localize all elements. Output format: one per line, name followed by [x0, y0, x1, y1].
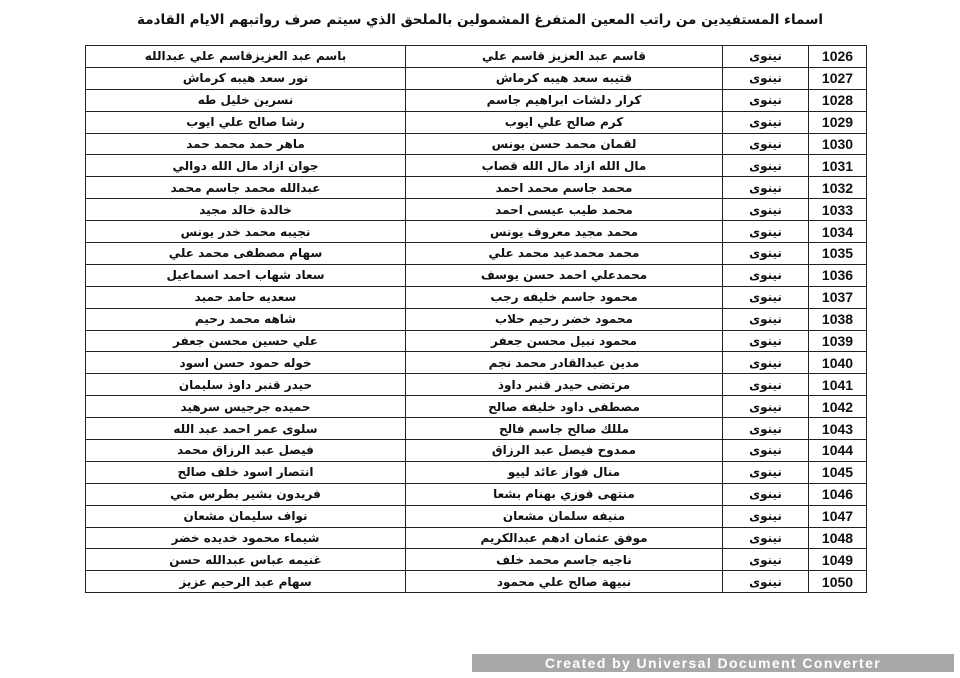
serial-number-cell: 1041 — [809, 374, 867, 396]
region-cell: نينوى — [723, 483, 809, 505]
serial-number-cell: 1042 — [809, 396, 867, 418]
serial-number-cell: 1028 — [809, 89, 867, 111]
region-cell: نينوى — [723, 243, 809, 265]
serial-number-cell: 1045 — [809, 461, 867, 483]
beneficiary-name-cell: محمود خضر رحيم حلاب — [406, 308, 723, 330]
region-cell: نينوى — [723, 221, 809, 243]
serial-number-cell: 1043 — [809, 418, 867, 440]
beneficiary-name-cell: مدين عبدالقادر محمد نجم — [406, 352, 723, 374]
beneficiary-name-cell: منتهى فوزي بهنام بشعا — [406, 483, 723, 505]
beneficiary-name-cell: محمد مجيد معروف يونس — [406, 221, 723, 243]
table-row — [86, 46, 867, 68]
recipient-name-cell: غنيمه عباس عبدالله حسن — [86, 549, 406, 571]
region-cell: نينوى — [723, 133, 809, 155]
beneficiary-name-cell: قتيبه سعد هيبه كرماش — [406, 67, 723, 89]
recipient-name-cell: باسم عبد العزيزقاسم علي عبدالله — [86, 46, 406, 68]
table-row — [86, 440, 867, 462]
recipient-name-cell: علي حسين محسن جعفر — [86, 330, 406, 352]
serial-number-cell: 1040 — [809, 352, 867, 374]
beneficiary-name-cell: كرم صالح علي ايوب — [406, 111, 723, 133]
region-cell: نينوى — [723, 286, 809, 308]
beneficiary-name-cell: مللك صالح جاسم فالح — [406, 418, 723, 440]
region-cell: نينوى — [723, 264, 809, 286]
beneficiary-name-cell: محمدعلي احمد حسن يوسف — [406, 264, 723, 286]
beneficiary-name-cell: ناجيه جاسم محمد خلف — [406, 549, 723, 571]
recipient-name-cell: سهام مصطفى محمد علي — [86, 243, 406, 265]
table-row — [86, 177, 867, 199]
recipient-name-cell: جوان ازاد مال الله دوالي — [86, 155, 406, 177]
region-cell: نينوى — [723, 46, 809, 68]
beneficiary-name-cell: محمد جاسم محمد احمد — [406, 177, 723, 199]
beneficiary-name-cell: منال فواز عائد لييو — [406, 461, 723, 483]
beneficiary-name-cell: محمود جاسم خليفه رجب — [406, 286, 723, 308]
table-row — [86, 571, 867, 593]
region-cell: نينوى — [723, 177, 809, 199]
table-row — [86, 264, 867, 286]
beneficiary-name-cell: نبيهة صالح علي محمود — [406, 571, 723, 593]
region-cell: نينوى — [723, 396, 809, 418]
beneficiary-name-cell: قاسم عبد العزيز قاسم علي — [406, 46, 723, 68]
table-row — [86, 330, 867, 352]
beneficiary-name-cell: مصطفى داود خليفه صالح — [406, 396, 723, 418]
serial-number-cell: 1049 — [809, 549, 867, 571]
recipient-name-cell: شيماء محمود خديده خضر — [86, 527, 406, 549]
recipient-name-cell: خالدة خالد مجيد — [86, 199, 406, 221]
recipient-name-cell: فيصل عبد الرزاق محمد — [86, 440, 406, 462]
table-row — [86, 67, 867, 89]
serial-number-cell: 1037 — [809, 286, 867, 308]
table-row — [86, 352, 867, 374]
serial-number-cell: 1048 — [809, 527, 867, 549]
table-row — [86, 396, 867, 418]
beneficiary-name-cell: مال الله ازاد مال الله قصاب — [406, 155, 723, 177]
recipient-name-cell: رشا صالح علي ايوب — [86, 111, 406, 133]
table-row — [86, 155, 867, 177]
table-row — [86, 418, 867, 440]
region-cell: نينوى — [723, 308, 809, 330]
table-row — [86, 243, 867, 265]
page-title: اسماء المستفيدين من راتب المعين المتفرغ المشمولين بالملحق الذي سيتم صرف رواتبهم الايام القادمة — [137, 12, 823, 28]
region-cell: نينوى — [723, 89, 809, 111]
serial-number-cell: 1030 — [809, 133, 867, 155]
table-row — [86, 483, 867, 505]
region-cell: نينوى — [723, 505, 809, 527]
region-cell: نينوى — [723, 155, 809, 177]
serial-number-cell: 1044 — [809, 440, 867, 462]
converter-watermark: Created by Universal Document Converter — [472, 654, 954, 672]
table-row — [86, 527, 867, 549]
table-row — [86, 374, 867, 396]
region-cell: نينوى — [723, 67, 809, 89]
beneficiary-name-cell: كرار دلشات ابراهيم جاسم — [406, 89, 723, 111]
beneficiary-name-cell: موفق عثمان ادهم عبدالكريم — [406, 527, 723, 549]
beneficiary-name-cell: لقمان محمد حسن يونس — [406, 133, 723, 155]
region-cell: نينوى — [723, 418, 809, 440]
table-row — [86, 286, 867, 308]
beneficiary-name-cell: مرتضى حيدر قنبر داوذ — [406, 374, 723, 396]
serial-number-cell: 1034 — [809, 221, 867, 243]
recipient-name-cell: فريدون بشير بطرس متي — [86, 483, 406, 505]
beneficiary-name-cell: ممدوح فيصل عبد الرزاق — [406, 440, 723, 462]
recipient-name-cell: نواف سليمان مشعان — [86, 505, 406, 527]
table-row — [86, 221, 867, 243]
serial-number-cell: 1047 — [809, 505, 867, 527]
serial-number-cell: 1046 — [809, 483, 867, 505]
region-cell: نينوى — [723, 461, 809, 483]
region-cell: نينوى — [723, 111, 809, 133]
recipient-name-cell: انتصار اسود خلف صالح — [86, 461, 406, 483]
region-cell: نينوى — [723, 571, 809, 593]
serial-number-cell: 1035 — [809, 243, 867, 265]
recipient-name-cell: سلوى عمر احمد عبد الله — [86, 418, 406, 440]
table-body — [86, 46, 867, 593]
table-row — [86, 111, 867, 133]
table-row — [86, 308, 867, 330]
recipient-name-cell: حميده جرجيس سرهيد — [86, 396, 406, 418]
region-cell: نينوى — [723, 330, 809, 352]
table-row — [86, 461, 867, 483]
serial-number-cell: 1038 — [809, 308, 867, 330]
serial-number-cell: 1033 — [809, 199, 867, 221]
region-cell: نينوى — [723, 527, 809, 549]
table-row — [86, 133, 867, 155]
recipient-name-cell: نسرين خليل طه — [86, 89, 406, 111]
serial-number-cell: 1031 — [809, 155, 867, 177]
serial-number-cell: 1039 — [809, 330, 867, 352]
recipient-name-cell: ماهر حمد محمد حمد — [86, 133, 406, 155]
beneficiary-name-cell: محمود نبيل محسن جعفر — [406, 330, 723, 352]
recipient-name-cell: عبدالله محمد جاسم محمد — [86, 177, 406, 199]
recipient-name-cell: نجيبه محمد خدر يونس — [86, 221, 406, 243]
region-cell: نينوى — [723, 440, 809, 462]
region-cell: نينوى — [723, 352, 809, 374]
recipient-name-cell: شاهه محمد رحيم — [86, 308, 406, 330]
recipient-name-cell: سعديه حامد حميد — [86, 286, 406, 308]
table-row — [86, 199, 867, 221]
recipient-name-cell: سعاد شهاب احمد اسماعيل — [86, 264, 406, 286]
table-row — [86, 549, 867, 571]
serial-number-cell: 1032 — [809, 177, 867, 199]
recipient-name-cell: حيدر قنبر داوذ سليمان — [86, 374, 406, 396]
beneficiaries-table — [85, 45, 867, 593]
serial-number-cell: 1029 — [809, 111, 867, 133]
recipient-name-cell: خوله حمود حسن اسود — [86, 352, 406, 374]
region-cell: نينوى — [723, 374, 809, 396]
region-cell: نينوى — [723, 549, 809, 571]
beneficiary-name-cell: منيفه سلمان مشعان — [406, 505, 723, 527]
serial-number-cell: 1036 — [809, 264, 867, 286]
beneficiary-name-cell: محمد طيب عيسى احمد — [406, 199, 723, 221]
region-cell: نينوى — [723, 199, 809, 221]
table-row — [86, 89, 867, 111]
serial-number-cell: 1050 — [809, 571, 867, 593]
beneficiary-name-cell: محمد محمدعيد محمد علي — [406, 243, 723, 265]
serial-number-cell: 1026 — [809, 46, 867, 68]
recipient-name-cell: سهام عبد الرحيم عزيز — [86, 571, 406, 593]
serial-number-cell: 1027 — [809, 67, 867, 89]
recipient-name-cell: نور سعد هيبه كرماش — [86, 67, 406, 89]
table-row — [86, 505, 867, 527]
